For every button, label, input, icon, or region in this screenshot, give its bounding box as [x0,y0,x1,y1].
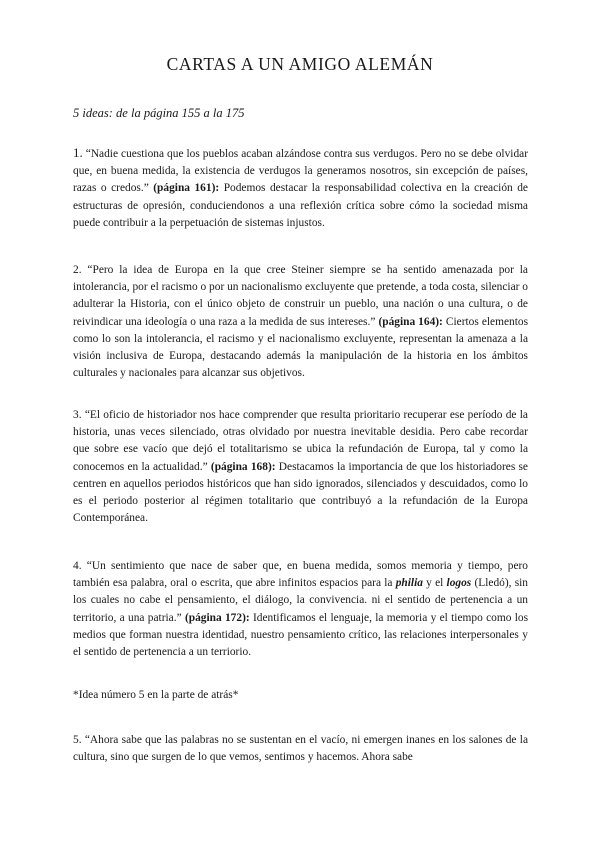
idea-quote: “El oficio de historiador nos hace comprender que resulta prioritario recuperar ese período de la historia, unas veces silenciado, otras olvidado por nuestra inevitable desidia. Pero cabe recordar que sobre ese vacío que dejó el totalitarismo se ubica la refundación de Europa, tal y como la conocemos en la actualidad.” [73,409,528,473]
idea-number: 5. [73,734,82,746]
idea-number: 4. [73,560,82,572]
idea-term-logos: logos [446,577,472,590]
idea-comment: Identificamos el lenguaje, la memoria y el tiempo como los medios que forman nuestra identidad, nuestro pensamiento crítico, las relaciones interpersonales y el sentido de pertenencia a un terriorio. [73,611,528,659]
idea-quote: “Nadie cuestiona que los pueblos acaban alzándose contra sus verdugos. Pero no se debe olvidar que, en buena medida, la existencia de verdugos la generamos nosotros, sin excepción de países, razas o credos.” [73,148,528,195]
idea-quote-continued: (Lledó), sin los cuales no cabe el pensamiento, el diálogo, la convivencia. ni el sentido de pertenencia a un territorio, a una patria.” [73,577,528,624]
idea-number: 2. [73,264,82,276]
idea-page-ref: (página 161): [153,182,220,195]
idea-paragraph-1 [73,144,528,232]
idea-page-ref: (página 168): [210,460,276,473]
idea-number: 3. [73,409,82,421]
idea-paragraph-3 [73,407,528,527]
idea-quote: “Pero la idea de Europa en la que cree Steiner siempre se ha sentido amenazada por la intolerancia, por el racismo o por un nacionalismo excluyente que pretende, a toda costa, silenciar o adulterar la Historia, con el único objeto de construir un pueblo, una nación o una cultura, o de reivindicar una ideología o una raza a la medida de sus intereses.” [73,264,528,328]
idea-paragraph-2 [73,262,528,382]
idea-comment: Podemos destacar la responsabilidad colectiva en la creación de estructuras de opresión, conduciendonos a una reflexión crítica sobre cómo la sociedad misma puede contribuir a la perpetuación de sistemas injustos. [73,182,528,229]
idea-page-ref: (página 164): [378,315,443,328]
idea-comment: Destacamos la importancia de que los historiadores se centren en aquellos periodos históricos que han sido ignorados, silenciados y descuidados, como lo es el periodo posterior al régimen totalitario que contribuyó a la refundación de la Europa Contemporánea. [73,460,528,525]
idea-quote: “Un sentimiento que nace de saber que, en buena medida, somos memoria y tiempo, pero también esa palabra, oral o escrita, que abre infinitos espacios para la [73,560,528,590]
idea-number: 1. [73,145,83,160]
idea-page-ref: (página 172): [184,611,250,624]
idea-comment: Ciertos elementos como lo son la intolerancia, el racismo y el nacionalismo excluyente, representan la amenaza a la visión inclusiva de Europa, destacando además la manipulación de la historia en los ámbitos culturales y nacionales para alcanzar sus objetivos. [73,315,528,380]
document-title: CARTAS A UN AMIGO ALEMÁN [166,54,434,74]
document-subtitle: 5 ideas: de la página 155 a la 175 [73,106,245,120]
back-page-note: *Idea número 5 en la parte de atrás* [73,689,239,701]
idea-quote: “Ahora sabe que las palabras no se sustentan en el vacío, ni emergen inanes en los salones de la cultura, sino que surgen de lo que vemos, sentimos y hacemos. Ahora sabe [73,734,528,764]
idea-paragraph-5 [73,732,528,766]
idea-term-philia: philia [395,577,423,590]
idea-paragraph-4 [73,558,528,661]
idea-conjunction: y el [426,577,444,590]
